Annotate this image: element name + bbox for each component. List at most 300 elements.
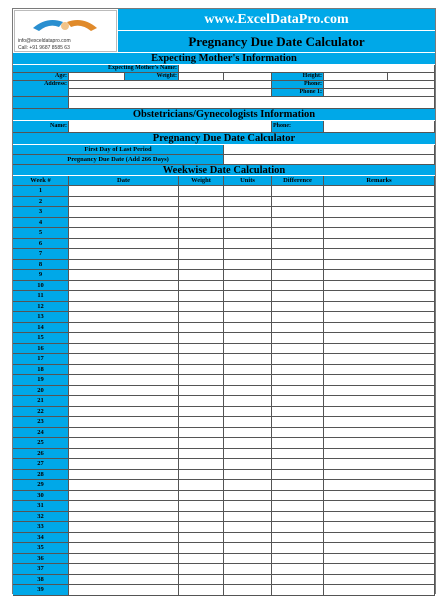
week-number: 6 [13, 239, 69, 250]
table-row [13, 554, 435, 565]
date-cell[interactable] [69, 260, 179, 271]
remarks-cell[interactable] [324, 354, 435, 365]
date-cell[interactable] [69, 575, 179, 586]
table-row [13, 564, 435, 575]
date-cell[interactable] [69, 239, 179, 250]
date-cell[interactable] [69, 585, 179, 596]
remarks-cell[interactable] [324, 186, 435, 197]
units-cell[interactable] [224, 197, 272, 208]
weight-cell[interactable] [179, 533, 224, 544]
logo-phone: Call: +91 9687 8585 63 [18, 45, 70, 51]
difference-cell[interactable] [272, 512, 324, 523]
week-number: 31 [13, 501, 69, 512]
age-field[interactable] [69, 73, 125, 81]
weight-field[interactable] [179, 73, 224, 81]
date-cell[interactable] [69, 396, 179, 407]
week-number: 27 [13, 459, 69, 470]
week-number: 5 [13, 228, 69, 239]
col-remarks: Remarks [324, 176, 435, 186]
weight-cell[interactable] [179, 522, 224, 533]
weight-cell[interactable] [179, 323, 224, 334]
date-cell[interactable] [69, 470, 179, 481]
units-cell[interactable] [224, 564, 272, 575]
difference-cell[interactable] [272, 239, 324, 250]
table-row [13, 407, 435, 418]
week-number: 7 [13, 249, 69, 260]
remarks-cell[interactable] [324, 533, 435, 544]
week-number: 38 [13, 575, 69, 586]
week-number: 34 [13, 533, 69, 544]
weight-cell[interactable] [179, 512, 224, 523]
difference-cell[interactable] [272, 249, 324, 260]
week-number: 35 [13, 543, 69, 554]
weekwise-table-body [13, 186, 435, 596]
units-cell[interactable] [224, 512, 272, 523]
units-cell[interactable] [224, 302, 272, 313]
units-cell[interactable] [224, 333, 272, 344]
remarks-cell[interactable] [324, 522, 435, 533]
date-cell[interactable] [69, 354, 179, 365]
remarks-cell[interactable] [324, 386, 435, 397]
date-cell[interactable] [69, 554, 179, 565]
weight-cell[interactable] [179, 281, 224, 292]
units-cell[interactable] [224, 491, 272, 502]
table-row [13, 386, 435, 397]
week-number: 32 [13, 512, 69, 523]
table-row [13, 417, 435, 428]
week-number: 8 [13, 260, 69, 271]
col-week: Week # [13, 176, 69, 186]
date-cell[interactable] [69, 333, 179, 344]
date-cell[interactable] [69, 501, 179, 512]
table-row [13, 428, 435, 439]
date-cell[interactable] [69, 281, 179, 292]
units-cell[interactable] [224, 470, 272, 481]
week-number: 15 [13, 333, 69, 344]
weight-cell[interactable] [179, 312, 224, 323]
height-label: Height: [272, 73, 324, 81]
remarks-cell[interactable] [324, 249, 435, 260]
week-number: 16 [13, 344, 69, 355]
difference-cell[interactable] [272, 554, 324, 565]
date-cell[interactable] [69, 428, 179, 439]
remarks-cell[interactable] [324, 407, 435, 418]
handshake-logo-icon [29, 14, 101, 36]
weight-cell[interactable] [179, 260, 224, 271]
mother-name-label: Expecting Mother's Name: [13, 65, 179, 73]
week-number: 26 [13, 449, 69, 460]
table-row [13, 218, 435, 229]
doctor-name-field[interactable] [69, 121, 272, 133]
difference-cell[interactable] [272, 386, 324, 397]
date-cell[interactable] [69, 323, 179, 334]
weight-cell[interactable] [179, 302, 224, 313]
remarks-cell[interactable] [324, 449, 435, 460]
week-number: 11 [13, 291, 69, 302]
difference-cell[interactable] [272, 197, 324, 208]
height-field[interactable] [324, 73, 388, 81]
week-number: 9 [13, 270, 69, 281]
mother-phone1-row [13, 89, 435, 97]
date-cell[interactable] [69, 407, 179, 418]
weight-cell[interactable] [179, 365, 224, 376]
units-cell[interactable] [224, 459, 272, 470]
difference-cell[interactable] [272, 459, 324, 470]
table-row [13, 249, 435, 260]
week-number: 20 [13, 386, 69, 397]
table-row [13, 470, 435, 481]
weekwise-section-title: Weekwise Date Calculation [13, 165, 435, 176]
remarks-cell[interactable] [324, 323, 435, 334]
difference-cell[interactable] [272, 449, 324, 460]
difference-cell[interactable] [272, 480, 324, 491]
table-row [13, 260, 435, 271]
difference-cell[interactable] [272, 186, 324, 197]
difference-cell[interactable] [272, 323, 324, 334]
remarks-cell[interactable] [324, 512, 435, 523]
date-cell[interactable] [69, 438, 179, 449]
units-cell[interactable] [224, 575, 272, 586]
worksheet [12, 8, 436, 594]
remarks-cell[interactable] [324, 438, 435, 449]
weight-cell[interactable] [179, 239, 224, 250]
difference-cell[interactable] [272, 491, 324, 502]
table-row [13, 281, 435, 292]
weight-cell[interactable] [179, 459, 224, 470]
week-number: 39 [13, 585, 69, 596]
date-cell[interactable] [69, 312, 179, 323]
date-cell[interactable] [69, 543, 179, 554]
date-cell[interactable] [69, 522, 179, 533]
table-row [13, 501, 435, 512]
remarks-cell[interactable] [324, 501, 435, 512]
week-number: 17 [13, 354, 69, 365]
weight-cell[interactable] [179, 480, 224, 491]
units-cell[interactable] [224, 228, 272, 239]
weight-cell[interactable] [179, 407, 224, 418]
remarks-cell[interactable] [324, 564, 435, 575]
weight-cell[interactable] [179, 428, 224, 439]
date-cell[interactable] [69, 228, 179, 239]
week-number: 24 [13, 428, 69, 439]
date-cell[interactable] [69, 564, 179, 575]
difference-cell[interactable] [272, 344, 324, 355]
doctor-name-label: Name: [13, 121, 69, 133]
difference-cell[interactable] [272, 522, 324, 533]
week-number: 23 [13, 417, 69, 428]
weight-cell[interactable] [179, 344, 224, 355]
week-number: 37 [13, 564, 69, 575]
units-cell[interactable] [224, 554, 272, 565]
units-cell[interactable] [224, 449, 272, 460]
week-number: 1 [13, 186, 69, 197]
page-title: Pregnancy Due Date Calculator [118, 31, 435, 53]
date-cell[interactable] [69, 344, 179, 355]
difference-cell[interactable] [272, 585, 324, 596]
table-row [13, 491, 435, 502]
difference-cell[interactable] [272, 428, 324, 439]
phone1-label: Phone 1: [272, 89, 324, 97]
due-date-field[interactable] [224, 155, 435, 165]
weight-cell[interactable] [179, 270, 224, 281]
mother-name-field[interactable] [179, 65, 435, 73]
weight-cell[interactable] [179, 417, 224, 428]
date-cell[interactable] [69, 197, 179, 208]
week-number: 29 [13, 480, 69, 491]
date-cell[interactable] [69, 291, 179, 302]
week-number: 14 [13, 323, 69, 334]
mother-name-row [13, 65, 435, 73]
remarks-cell[interactable] [324, 312, 435, 323]
date-cell[interactable] [69, 512, 179, 523]
units-cell[interactable] [224, 354, 272, 365]
first-day-label: First Day of Last Period [13, 145, 224, 155]
table-row [13, 375, 435, 386]
weight-cell[interactable] [179, 449, 224, 460]
table-row [13, 270, 435, 281]
week-number: 4 [13, 218, 69, 229]
table-row [13, 365, 435, 376]
date-cell[interactable] [69, 207, 179, 218]
table-row [13, 575, 435, 586]
units-cell[interactable] [224, 249, 272, 260]
units-cell[interactable] [224, 270, 272, 281]
difference-cell[interactable] [272, 302, 324, 313]
weight-cell[interactable] [179, 197, 224, 208]
remarks-cell[interactable] [324, 375, 435, 386]
remarks-cell[interactable] [324, 470, 435, 481]
date-cell[interactable] [69, 249, 179, 260]
remarks-cell[interactable] [324, 344, 435, 355]
week-number: 21 [13, 396, 69, 407]
table-row [13, 312, 435, 323]
difference-cell[interactable] [272, 575, 324, 586]
difference-cell[interactable] [272, 533, 324, 544]
difference-cell[interactable] [272, 543, 324, 554]
week-number: 2 [13, 197, 69, 208]
remarks-cell[interactable] [324, 239, 435, 250]
remarks-cell[interactable] [324, 417, 435, 428]
remarks-cell[interactable] [324, 480, 435, 491]
units-cell[interactable] [224, 417, 272, 428]
weekwise-table-header [13, 176, 435, 186]
header [13, 9, 435, 53]
units-cell[interactable] [224, 480, 272, 491]
remarks-cell[interactable] [324, 260, 435, 271]
date-cell[interactable] [69, 386, 179, 397]
doctor-phone-field[interactable] [324, 121, 435, 133]
remarks-cell[interactable] [324, 554, 435, 565]
date-cell[interactable] [69, 302, 179, 313]
difference-cell[interactable] [272, 291, 324, 302]
weight-cell[interactable] [179, 491, 224, 502]
weight-cell[interactable] [179, 375, 224, 386]
units-cell[interactable] [224, 501, 272, 512]
units-cell[interactable] [224, 365, 272, 376]
difference-cell[interactable] [272, 365, 324, 376]
table-row [13, 459, 435, 470]
date-cell[interactable] [69, 491, 179, 502]
remarks-cell[interactable] [324, 428, 435, 439]
doctor-phone-label: Phone: [272, 121, 324, 133]
weight-cell[interactable] [179, 554, 224, 565]
spacer-label-cell [13, 97, 69, 109]
difference-cell[interactable] [272, 501, 324, 512]
weight-cell[interactable] [179, 585, 224, 596]
phone1-field[interactable] [324, 89, 435, 97]
week-number: 18 [13, 365, 69, 376]
remarks-cell[interactable] [324, 365, 435, 376]
units-cell[interactable] [224, 186, 272, 197]
units-cell[interactable] [224, 312, 272, 323]
weight-cell[interactable] [179, 291, 224, 302]
remarks-cell[interactable] [324, 197, 435, 208]
difference-cell[interactable] [272, 396, 324, 407]
difference-cell[interactable] [272, 270, 324, 281]
week-number: 19 [13, 375, 69, 386]
weight-cell[interactable] [179, 501, 224, 512]
remarks-cell[interactable] [324, 396, 435, 407]
units-cell[interactable] [224, 438, 272, 449]
week-number: 30 [13, 491, 69, 502]
units-cell[interactable] [224, 522, 272, 533]
mother-section-title: Expecting Mother's Information [13, 53, 435, 65]
address-field-line1[interactable] [69, 81, 272, 89]
height-unit-field[interactable] [388, 73, 435, 81]
remarks-cell[interactable] [324, 585, 435, 596]
phone-field[interactable] [324, 81, 435, 89]
units-cell[interactable] [224, 396, 272, 407]
remarks-cell[interactable] [324, 491, 435, 502]
date-cell[interactable] [69, 186, 179, 197]
units-cell[interactable] [224, 585, 272, 596]
units-cell[interactable] [224, 218, 272, 229]
date-cell[interactable] [69, 533, 179, 544]
remarks-cell[interactable] [324, 543, 435, 554]
table-row [13, 302, 435, 313]
remarks-cell[interactable] [324, 207, 435, 218]
units-cell[interactable] [224, 281, 272, 292]
mother-spacer-row [13, 97, 435, 109]
weight-cell[interactable] [179, 438, 224, 449]
difference-cell[interactable] [272, 218, 324, 229]
weight-cell[interactable] [179, 470, 224, 481]
remarks-cell[interactable] [324, 228, 435, 239]
units-cell[interactable] [224, 260, 272, 271]
units-cell[interactable] [224, 407, 272, 418]
date-cell[interactable] [69, 480, 179, 491]
remarks-cell[interactable] [324, 302, 435, 313]
weight-unit-field[interactable] [224, 73, 272, 81]
difference-cell[interactable] [272, 375, 324, 386]
units-cell[interactable] [224, 375, 272, 386]
remarks-cell[interactable] [324, 218, 435, 229]
difference-cell[interactable] [272, 207, 324, 218]
units-cell[interactable] [224, 323, 272, 334]
table-row [13, 512, 435, 523]
first-day-row [13, 145, 435, 155]
difference-cell[interactable] [272, 564, 324, 575]
spacer-field-cell[interactable] [69, 97, 435, 109]
table-row [13, 239, 435, 250]
difference-cell[interactable] [272, 470, 324, 481]
date-cell[interactable] [69, 459, 179, 470]
weight-cell[interactable] [179, 207, 224, 218]
col-date: Date [69, 176, 179, 186]
table-row [13, 354, 435, 365]
table-row [13, 585, 435, 596]
doctor-section-title: Obstetricians/Gynecologists Information [13, 109, 435, 121]
weight-cell[interactable] [179, 354, 224, 365]
difference-cell[interactable] [272, 407, 324, 418]
weight-label: Weight: [125, 73, 179, 81]
units-cell[interactable] [224, 239, 272, 250]
units-cell[interactable] [224, 344, 272, 355]
date-cell[interactable] [69, 375, 179, 386]
remarks-cell[interactable] [324, 459, 435, 470]
date-cell[interactable] [69, 449, 179, 460]
weight-cell[interactable] [179, 543, 224, 554]
weight-cell[interactable] [179, 575, 224, 586]
weight-cell[interactable] [179, 228, 224, 239]
difference-cell[interactable] [272, 260, 324, 271]
week-number: 33 [13, 522, 69, 533]
difference-cell[interactable] [272, 354, 324, 365]
units-cell[interactable] [224, 543, 272, 554]
website-link[interactable]: www.ExcelDataPro.com [118, 9, 435, 31]
first-day-field[interactable] [224, 145, 435, 155]
units-cell[interactable] [224, 428, 272, 439]
remarks-cell[interactable] [324, 575, 435, 586]
date-cell[interactable] [69, 218, 179, 229]
difference-cell[interactable] [272, 333, 324, 344]
weight-cell[interactable] [179, 249, 224, 260]
units-cell[interactable] [224, 533, 272, 544]
table-row [13, 228, 435, 239]
difference-cell[interactable] [272, 312, 324, 323]
weight-cell[interactable] [179, 564, 224, 575]
mother-age-row [13, 73, 435, 81]
table-row [13, 186, 435, 197]
difference-cell[interactable] [272, 417, 324, 428]
difference-cell[interactable] [272, 438, 324, 449]
remarks-cell[interactable] [324, 291, 435, 302]
weight-cell[interactable] [179, 218, 224, 229]
weight-cell[interactable] [179, 386, 224, 397]
week-number: 28 [13, 470, 69, 481]
company-logo [14, 10, 117, 52]
units-cell[interactable] [224, 291, 272, 302]
address-field-line2[interactable] [69, 89, 272, 97]
weight-cell[interactable] [179, 186, 224, 197]
weight-cell[interactable] [179, 396, 224, 407]
weight-cell[interactable] [179, 333, 224, 344]
table-row [13, 396, 435, 407]
table-row [13, 323, 435, 334]
difference-cell[interactable] [272, 281, 324, 292]
table-row [13, 543, 435, 554]
remarks-cell[interactable] [324, 333, 435, 344]
remarks-cell[interactable] [324, 270, 435, 281]
units-cell[interactable] [224, 207, 272, 218]
date-cell[interactable] [69, 365, 179, 376]
date-cell[interactable] [69, 417, 179, 428]
date-cell[interactable] [69, 270, 179, 281]
remarks-cell[interactable] [324, 281, 435, 292]
week-number: 10 [13, 281, 69, 292]
units-cell[interactable] [224, 386, 272, 397]
difference-cell[interactable] [272, 228, 324, 239]
